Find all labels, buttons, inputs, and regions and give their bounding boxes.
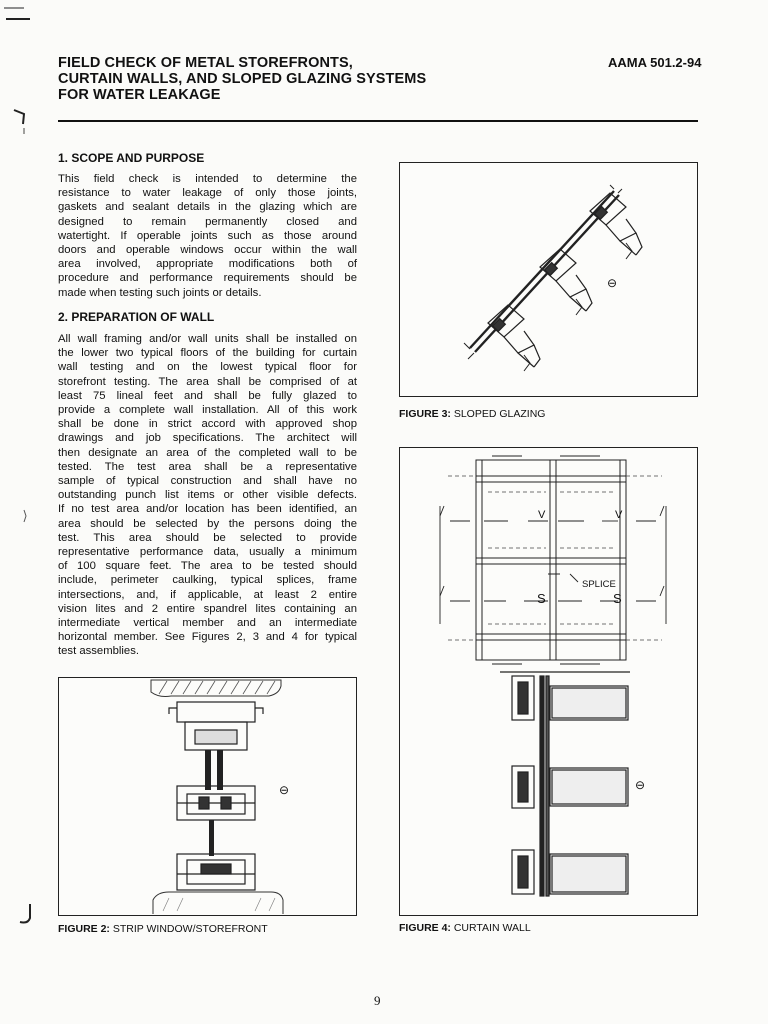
body-line: tested. The test area shall be a representative [58, 460, 357, 473]
body-line: resistance to water leakage of only those joints, [58, 187, 357, 200]
body-line: designed to remain permanently closed and [58, 215, 357, 228]
splice-label: SPLICE [582, 579, 616, 590]
body-line: test. This area should be selected to provide [58, 531, 357, 544]
page-number: 9 [374, 993, 381, 1008]
body-line: made when testing such joints or details. [58, 286, 262, 299]
title-line-2: CURTAIN WALLS, AND SLOPED GLAZING SYSTEMS [58, 71, 427, 87]
body-line: representative performance data, usually a minimum [58, 546, 357, 559]
figure-4-title: CURTAIN WALL [453, 922, 531, 934]
body-line: doors and operable windows occur within the wall [58, 244, 357, 257]
body-line: test assemblies. [58, 645, 139, 658]
title-line-3: FOR WATER LEAKAGE [58, 87, 221, 103]
figure-4-box [399, 447, 698, 916]
vision-label-right: V [615, 509, 623, 521]
body-line: procedure and performance requirements should be [58, 272, 357, 285]
section-2-heading: 2. PREPARATION OF WALL [58, 310, 215, 324]
figure-3-caption [399, 408, 545, 420]
body-line: watertight. If operable joints such as those around [58, 229, 357, 242]
title-line-1: FIELD CHECK OF METAL STOREFRONTS, [58, 55, 353, 71]
figure-2-label: FIGURE 2: [58, 923, 110, 935]
figure-2-box [58, 677, 357, 916]
figure-2-mark: ⊖ [279, 783, 290, 797]
body-line: intersections, and, if applicable, at least 2 entire [58, 588, 357, 601]
body-line: least 75 lineal feet and shall be fully glazed to [58, 389, 357, 402]
vision-label-left: V [538, 509, 546, 521]
body-line: horizontal member. See Figures 2, 3 and 4 for typical [58, 631, 357, 644]
spandrel-label-left: S [537, 591, 546, 606]
figure-3-box [399, 162, 698, 397]
body-line: vision lites and 2 entire spandrel lites containing an [58, 602, 357, 615]
figure-3-drawing [400, 163, 697, 396]
section-1-body [58, 172, 357, 300]
spandrel-label-right: S [613, 591, 622, 606]
figure-4-drawing [400, 448, 697, 915]
body-line: provide a complete wall installation. All of this work [58, 404, 357, 417]
body-line: intermediate vertical member and an intermediate [58, 617, 357, 630]
body-line: then designate an area of the completed wall to be [58, 446, 357, 459]
body-line: shall be done in strict accord with approved shop [58, 418, 357, 431]
body-line: sample of typical construction and shall have no [58, 475, 357, 488]
figure-3-title: SLOPED GLAZING [453, 408, 546, 420]
body-line: If no test area and/or location has been identified, an [58, 503, 357, 516]
body-line: the lower two typical floors of the building for curtain [58, 347, 357, 360]
body-line: area should be selected by the persons doing the [58, 517, 357, 530]
figure-3-label: FIGURE 3: [399, 408, 451, 420]
figure-3-mark: ⊖ [607, 276, 618, 290]
document-title [58, 55, 578, 103]
figure-4-label: FIGURE 4: [399, 922, 451, 934]
figure-2-title: STRIP WINDOW/STOREFRONT [112, 923, 268, 935]
body-line: All wall framing and/or wall units shall be installed on [58, 333, 357, 345]
section-1-heading: 1. SCOPE AND PURPOSE [58, 151, 205, 165]
body-line: gaskets and sealant details in the glazing which are [58, 201, 357, 214]
figure-4-caption [399, 922, 531, 934]
figure-4-mark: ⊖ [635, 778, 646, 792]
figure-2-caption [58, 923, 268, 935]
body-line: storefront testing. The area shall be comprised of at [58, 375, 357, 388]
header-rule [58, 120, 698, 122]
section-2-body [58, 332, 357, 659]
body-line: of 100 square feet. The area to be tested should [58, 560, 357, 573]
body-line: include, perimeter caulking, typical splices, frame [58, 574, 357, 587]
body-line: This field check is intended to determine the [58, 173, 357, 185]
body-line: drawings and job specifications. The architect will [58, 432, 357, 445]
figure-2-drawing [59, 678, 356, 915]
document-number: AAMA 501.2-94 [608, 55, 702, 70]
body-line: outstanding punch list items or other visible defects. [58, 489, 357, 502]
body-line: area involved, appropriate modifications both of [58, 258, 357, 271]
body-line: wall testing and on the lowest typical floor for [58, 361, 357, 374]
margin-marks [0, 0, 60, 960]
